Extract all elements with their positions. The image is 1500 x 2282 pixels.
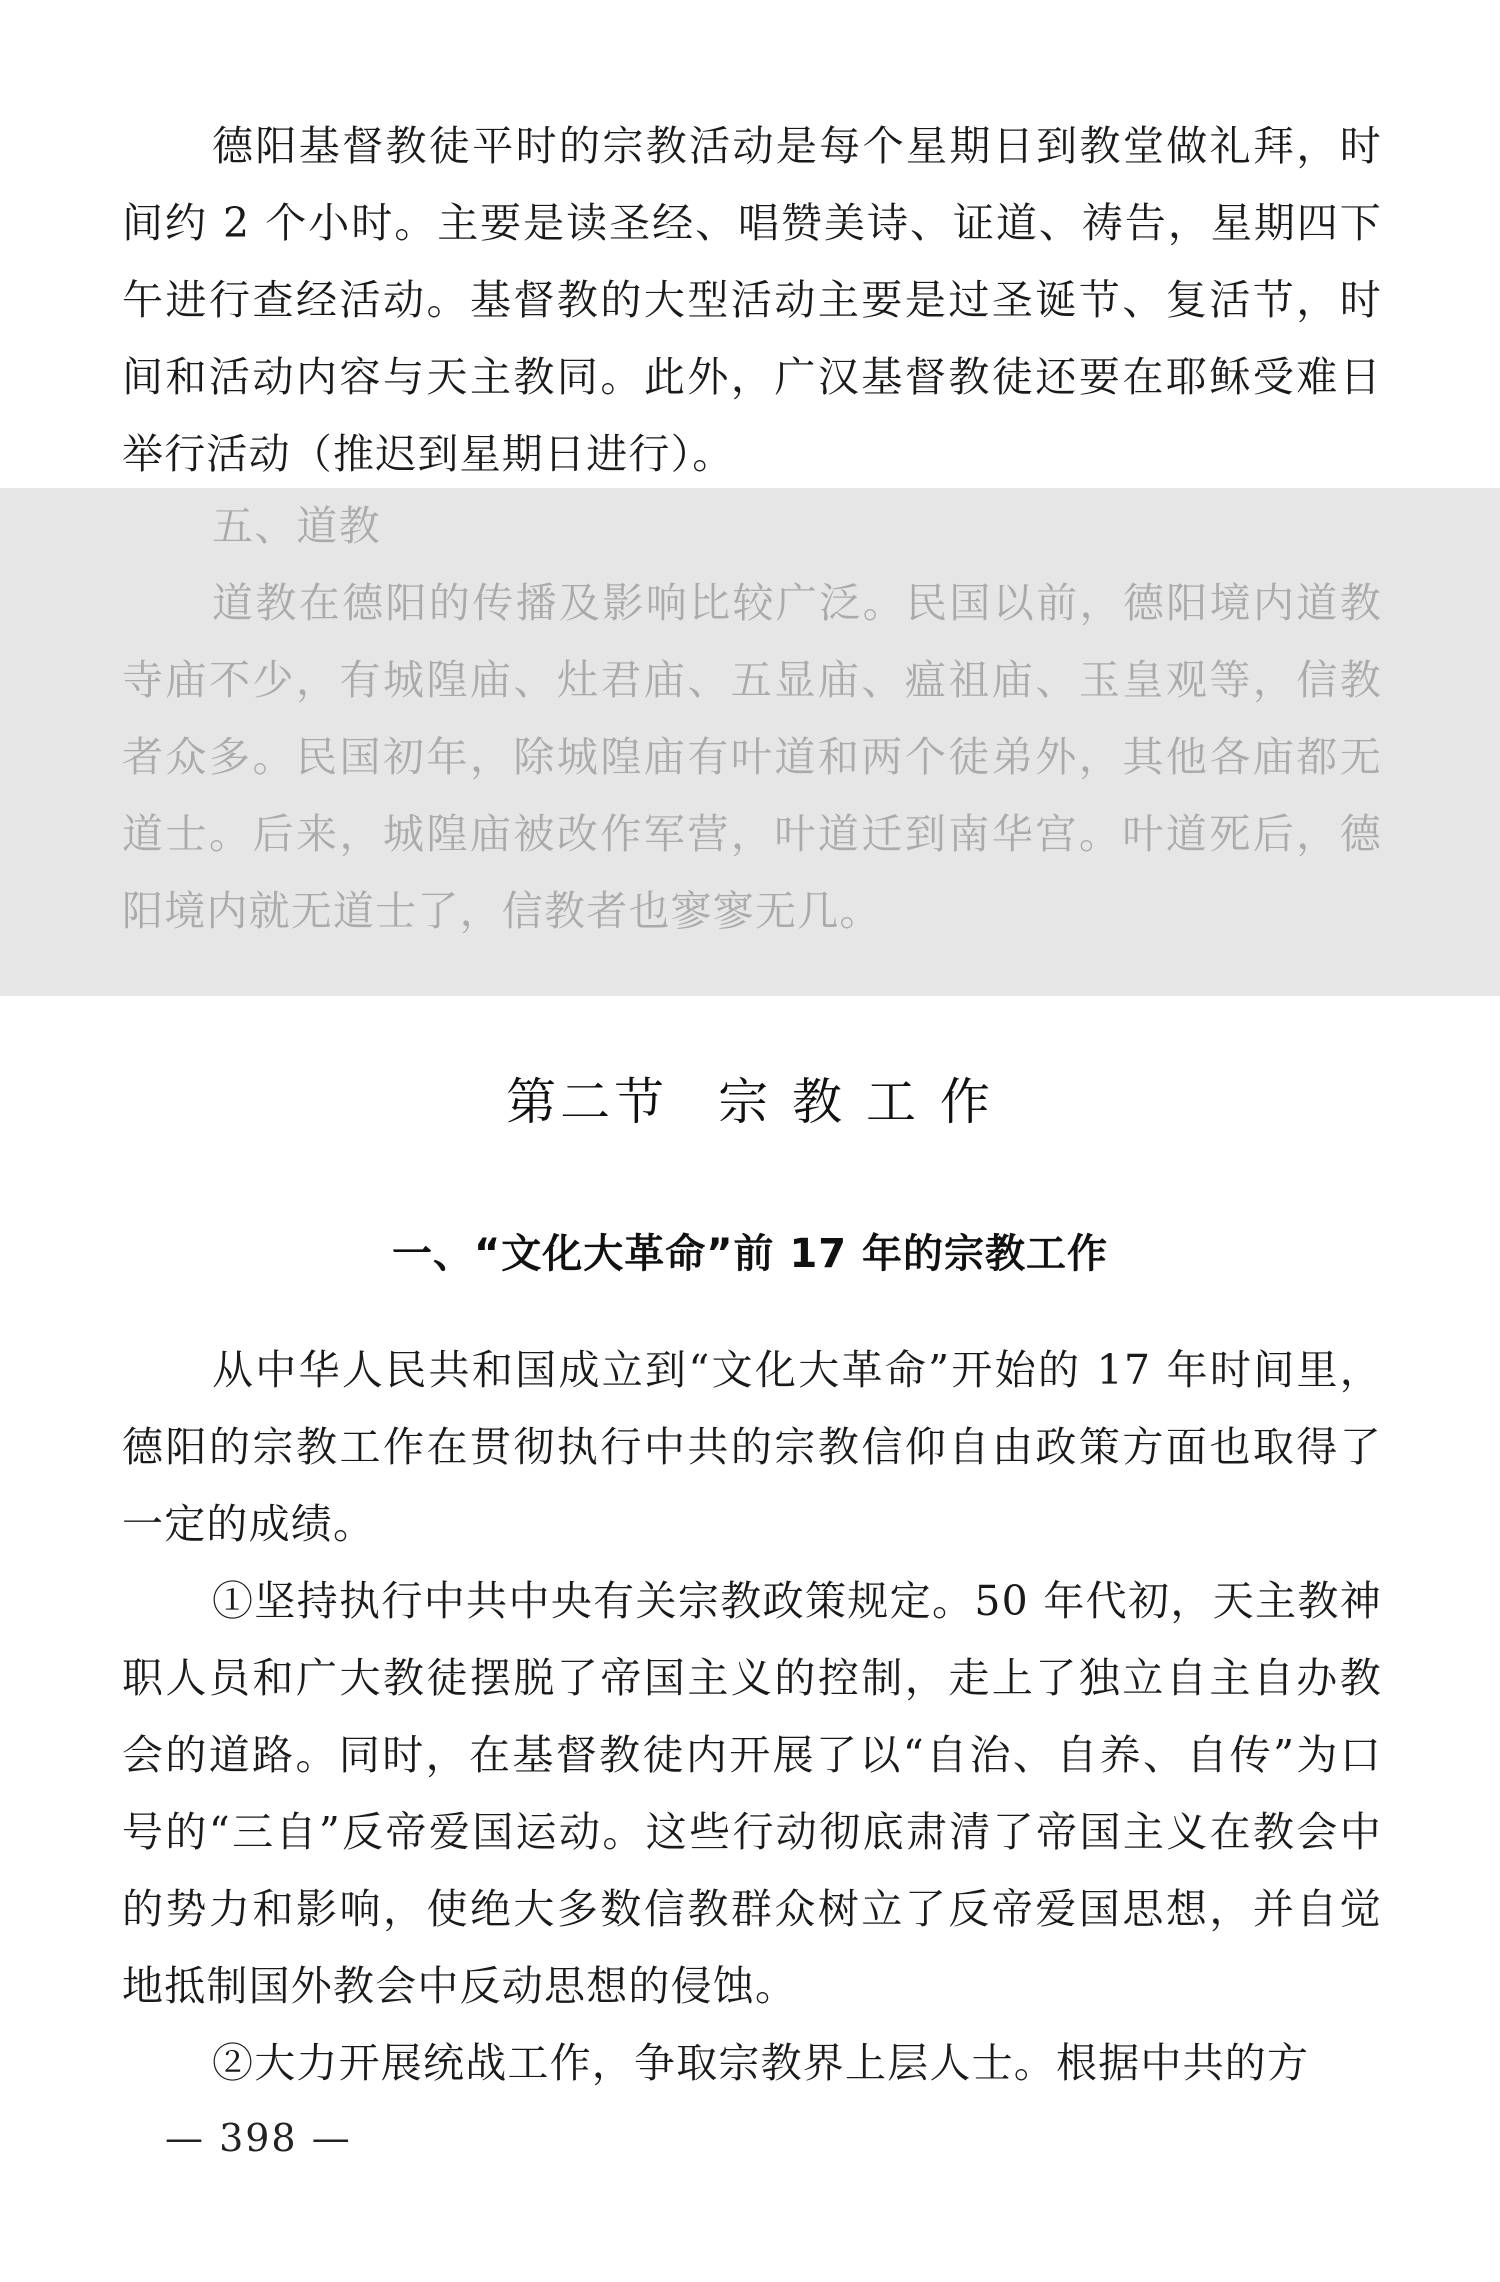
paragraph-point-2: ②大力开展统战工作，争取宗教界上层人士。根据中共的方 xyxy=(212,2039,1310,2087)
section-subtitle: 一、“文化大革命”前 17 年的宗教工作 xyxy=(391,1231,1109,1277)
body-text-block xyxy=(122,1332,1382,2102)
paragraph-intro: 从中华人民共和国成立到“文化大革命”开始的 17 年时间里，德阳的宗教工作在贯彻执行中共的宗教信仰自由政策方面也取得了一定的成绩。 xyxy=(122,1346,1382,1548)
page-number: — 398 — xyxy=(165,2116,352,2160)
taoism-text-block xyxy=(122,488,1382,950)
top-text-block xyxy=(122,108,1382,493)
paragraph-point-1: ①坚持执行中共中央有关宗教政策规定。50 年代初，天主教神职人员和广大教徒摆脱了帝国主义的控制，走上了独立自主自办教会的道路。同时，在基督教徒内开展了以“自治、自养、自传”为口号的“三自”反帝爱国运动。这些行动彻底肃清了帝国主义在教会中的势力和影响，使绝大多数信教群众树立了反帝爱国思想，并自觉地抵制国外教会中反动思想的侵蚀。 xyxy=(122,1577,1382,2010)
section-title xyxy=(0,1062,1500,1134)
taoism-heading: 五、道教 xyxy=(212,502,381,550)
taoism-paragraph: 道教在德阳的传播及影响比较广泛。民国以前，德阳境内道教寺庙不少，有城隍庙、灶君庙、五显庙、瘟祖庙、玉皇观等，信教者众多。民国初年，除城隍庙有叶道和两个徒弟外，其他各庙都无道士。后来，城隍庙被改作军营，叶道迁到南华宫。叶道死后，德阳境内就无道士了，信教者也寥寥无几。 xyxy=(122,579,1382,935)
paragraph-christian-activities: 德阳基督教徒平时的宗教活动是每个星期日到教堂做礼拜，时间约 2 个小时。主要是读圣经、唱赞美诗、证道、祷告，星期四下午进行查经活动。基督教的大型活动主要是过圣诞节、复活节，时间和活动内容与天主教同。此外，广汉基督教徒还要在耶稣受难日举行活动（推迟到星期日进行）。 xyxy=(122,122,1382,478)
taoism-shaded-block xyxy=(0,488,1500,996)
section-name: 宗 教 工 作 xyxy=(718,1073,994,1131)
section-number: 第二节 xyxy=(506,1073,669,1131)
